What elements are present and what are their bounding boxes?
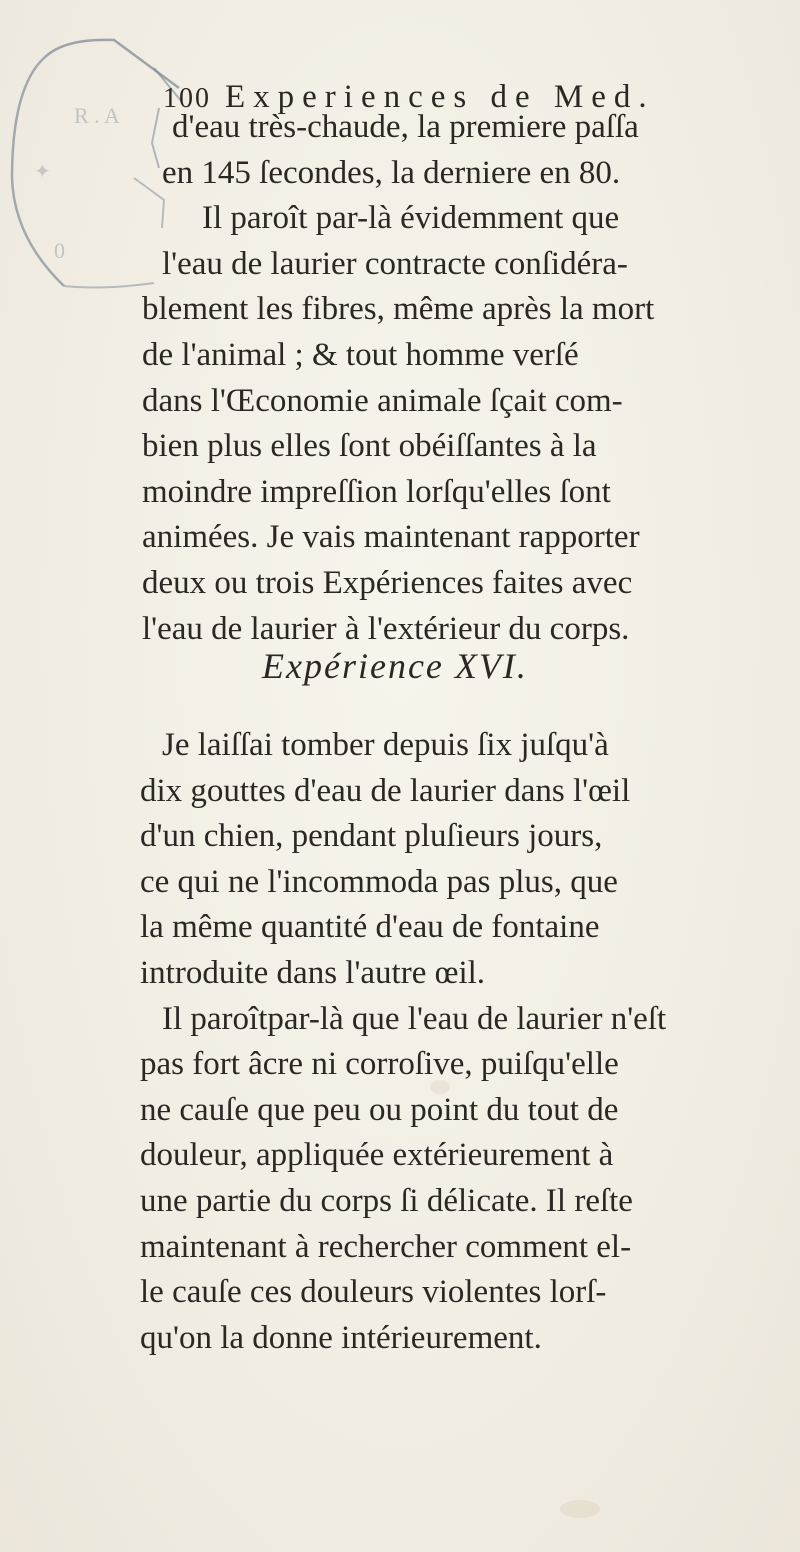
- text-line: deux ou trois Expériences faites avec: [142, 564, 633, 601]
- text-line: bien plus elles ſont obéiſſantes à la: [142, 428, 597, 465]
- text-line: moindre impreſſion lorſqu'elles ſont: [142, 473, 611, 510]
- text-line: en 145 ſecondes, la derniere en 80.: [162, 154, 621, 191]
- text-line: la même quantité d'eau de fontaine: [140, 909, 600, 946]
- paragraph-continued: [142, 105, 787, 652]
- section-heading: Expérience XVI.: [262, 646, 528, 686]
- text-line: douleur, appliquée extérieurement à: [140, 1137, 614, 1174]
- text-line: d'eau très-chaude, la premiere paſſa: [172, 109, 639, 145]
- text-line: maintenant à rechercher comment el-: [140, 1228, 632, 1265]
- svg-text:0: 0: [54, 238, 65, 263]
- svg-text:✦: ✦: [34, 161, 51, 183]
- page-number: 100: [163, 83, 211, 114]
- text-line: qu'on la donne intérieurement.: [140, 1319, 542, 1356]
- text-line: le cauſe ces douleurs violentes lorſ-: [140, 1274, 607, 1311]
- svg-text:R . A: R . A: [74, 103, 120, 128]
- paper-stain: [560, 1500, 600, 1518]
- text-line: dix gouttes d'eau de laurier dans l'œil: [140, 772, 631, 809]
- text-line: introduite dans l'autre œil.: [140, 954, 486, 991]
- text-line: dans l'Œconomie animale ſçait com-: [142, 382, 623, 419]
- text-line: Je laiſſai tomber depuis ſix juſqu'à: [162, 727, 609, 763]
- text-line: de l'animal ; & tout homme verſé: [142, 336, 579, 373]
- text-line: ce qui ne l'incommoda pas plus, que: [140, 863, 618, 900]
- running-title: Experiences de Med.: [225, 79, 655, 115]
- text-line: l'eau de laurier à l'extérieur du corps.: [142, 610, 630, 647]
- text-line: une partie du corps ſi délicate. Il reſte: [140, 1182, 633, 1219]
- text-line: pas fort âcre ni corroſive, puiſqu'elle: [140, 1046, 619, 1083]
- text-line: blement les fibres, même après la mort: [142, 291, 655, 328]
- text-line: Il paroîtpar-là que l'eau de laurier n'eſt: [162, 1000, 667, 1037]
- experiment-text: [140, 723, 785, 1361]
- text-line: d'un chien, pendant pluſieurs jours,: [140, 818, 603, 855]
- text-line: l'eau de laurier contracte conſidéra-: [162, 245, 628, 282]
- text-line: Il paroît par-là évidemment que: [202, 200, 620, 237]
- text-line: animées. Je vais maintenant rapporter: [142, 519, 640, 556]
- text-line: ne cauſe que peu ou point du tout de: [140, 1091, 619, 1128]
